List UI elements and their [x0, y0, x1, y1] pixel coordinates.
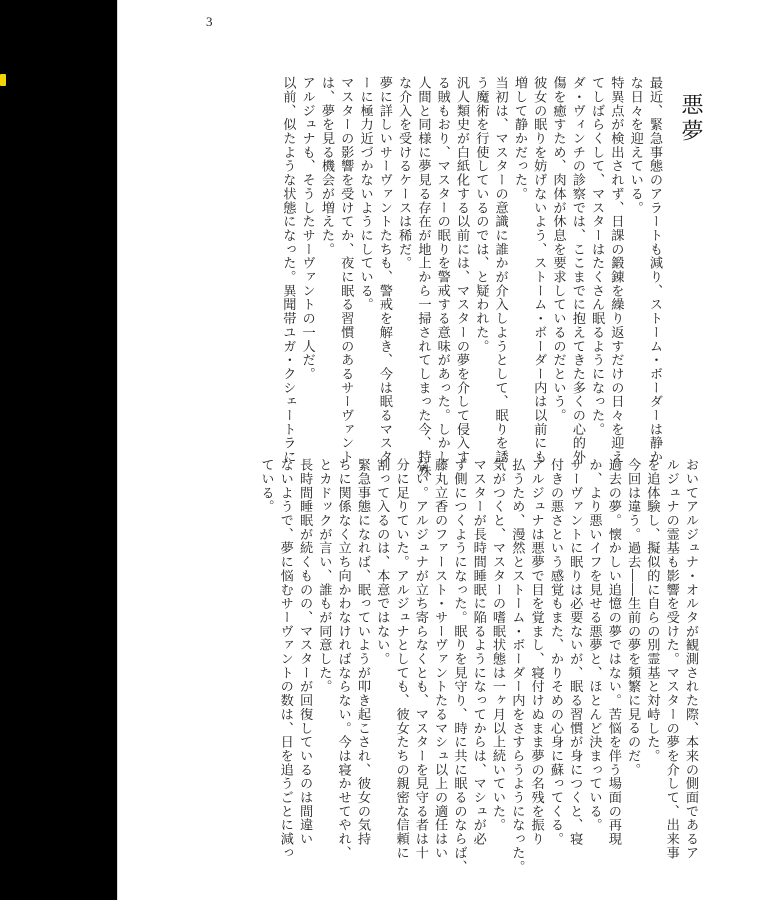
- text-line: 特異点が検出されず、日課の鍛錬を繰り返すだけの日々を迎え: [608, 76, 624, 464]
- text-line: とカドックが言い、誰もが同意した。: [316, 458, 332, 694]
- text-line: ないようで、夢に悩むサーヴァントの数は、日を追うごとに減っ: [277, 458, 293, 860]
- text-line: な介入を受けるケースは稀だ。: [396, 76, 412, 270]
- text-line: マスターが長時間睡眠に陥るようになってからは、マシュが必: [470, 458, 486, 846]
- text-line: 以前、似たような状態になった。異聞帯ユガ・クシェートラに: [280, 76, 296, 464]
- text-line: ちに関係なく立ち向かわなければならない。今は寝かせてやれ、: [335, 458, 351, 860]
- text-line: サーヴァントに眠りは必要ないが、眠る習慣が身につくと、寝: [567, 458, 583, 846]
- text-line: おいてアルジュナ・オルタが観測された際、本来の側面であるア: [683, 458, 698, 860]
- text-line: う魔術を行使しているのでは、と疑われた。: [473, 76, 489, 353]
- text-line: 当初は、マスターの意識に誰かが介入しようとして、眠りを誘: [492, 76, 508, 464]
- yellow-scroll-marker: [0, 74, 6, 86]
- text-line: る賊もおり、マスターの眠りを警戒する意味があった。しかし: [434, 76, 450, 464]
- text-line: 藤丸立香のファースト・サーヴァントたるマシュ以上の適任はい: [432, 458, 448, 860]
- text-line: 付きの悪さという感覚もまた、かりそめの心身に蘇ってくる。: [547, 458, 563, 846]
- upper-text-column-block: [280, 76, 664, 478]
- document-page[interactable]: [117, 0, 774, 900]
- chapter-title: 悪夢: [678, 93, 703, 145]
- text-line: な日々を迎えている。: [627, 76, 643, 215]
- text-line: アルジュナも、そうしたサーヴァントの一人だ。: [299, 76, 315, 381]
- text-line: 割って入るのは、本意ではない。: [374, 458, 390, 666]
- page-number: 3: [206, 14, 213, 29]
- text-line: 緊急事態になれば、眠っていようが叩き起こされ、彼女の気持: [354, 458, 370, 846]
- text-line: ーに極力近づかないようにしている。: [357, 76, 373, 312]
- text-line: 過去の夢。懐かしい追憶の夢ではない。苦悩を伴う場面の再現: [605, 458, 621, 846]
- text-line: 払うため、漫然とストーム・ボーダー内をさすらうようになった。: [509, 458, 525, 874]
- text-line: 彼女の眠りを妨げないよう、ストーム・ボーダー内は以前にも: [531, 76, 547, 464]
- text-line: ダ・ヴィンチの診察では、ここまでに抱えてきた多くの心的外: [569, 76, 585, 464]
- text-line: 分に足りていた。アルジュナとしても、彼女たちの親密な信頼に: [393, 458, 409, 860]
- text-line: ている。: [258, 458, 274, 514]
- text-line: マスターの影響を受けてか、夜に眠る習慣のあるサーヴァント: [338, 76, 354, 464]
- text-line: ない。アルジュナが立ち寄らなくとも、マスターを見守る者は十: [412, 458, 428, 860]
- text-line: 最近、緊急事態のアラートも減り、ストーム・ボーダーは静か: [647, 76, 662, 464]
- text-line: ルジュナの霊基も影響を受けた。マスターの夢を介して、出来事: [663, 458, 679, 860]
- left-black-margin: [0, 0, 114, 900]
- text-line: アルジュナは悪夢で目を覚まし、寝付けぬまま夢の名残を振り: [528, 458, 544, 846]
- text-line: は、夢を見る機会が増えた。: [318, 76, 334, 257]
- text-line: か、より悪いイフを見せる悪夢と、ほとんど決まっている。: [586, 458, 602, 832]
- text-line: を追体験し、擬似的に自らの別霊基と対峙した。: [644, 458, 660, 763]
- text-line: 気がつくと、マスターの嗜眠状態は一ヶ月以上続いていた。: [490, 458, 506, 832]
- text-line: 人間と同様に夢見る存在が地上から一掃されてしまった今、特殊: [415, 76, 431, 478]
- text-line: 今回は違う。過去――生前の夢を頻繁に見るのだ。: [625, 458, 641, 777]
- lower-text-column-block: [258, 458, 700, 874]
- text-line: 汎人類史が白紙化する以前には、マスターの夢を介して侵入す: [454, 76, 470, 464]
- text-line: 長時間睡眠が続くものの、マスターが回復しているのは間違い: [297, 458, 313, 846]
- text-line: 夢に詳しいサーヴァントたちも、警戒を解き、今は眠るマスタ: [376, 76, 392, 464]
- text-line: 傷を癒すため、肉体が休息を要求しているのだという。: [550, 76, 566, 423]
- text-line: ず側につくようになった。眠りを見守り、時に共に眠るのならば、: [451, 458, 467, 874]
- text-line: てしばらくして、マスターはたくさん眠るようになった。: [589, 76, 605, 437]
- text-line: 増して静かだった。: [511, 76, 527, 201]
